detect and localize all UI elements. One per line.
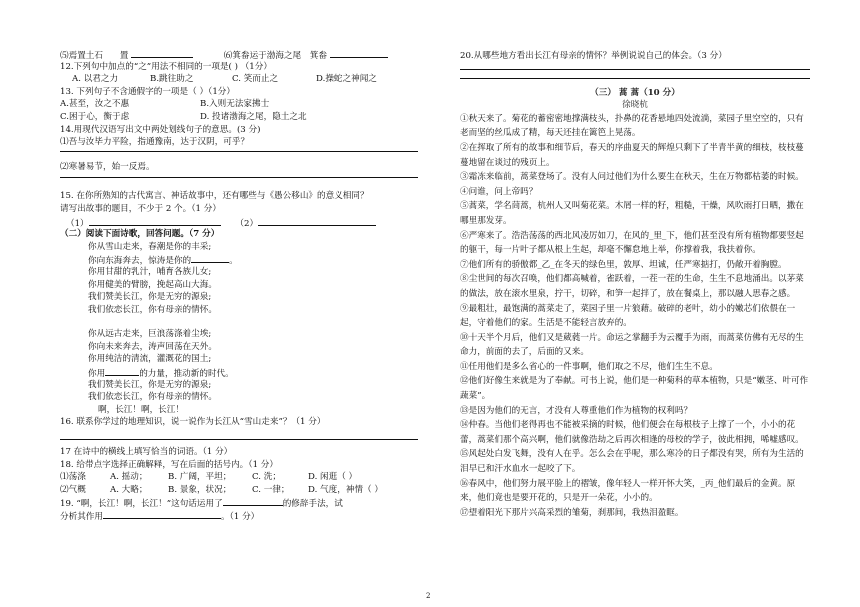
answer-blank[interactable] [89,216,221,226]
left-column [60,48,418,522]
q18-stem: 18. 给带点字选择正确解释，写在后面的括号内。（1 分） [60,459,278,470]
q15-stem: 15. 在你所熟知的古代寓言、神话故事中，还有哪些与《愚公移山》的意义相同？ [60,191,369,202]
paragraph: ⑧尘世间的每次召唤，他们都高喊着，雀跃着，一茬一茬的生命，生生不息地涌出。以茅菜的做法，放在滚水里泉，拧干，切碎，和笋一起拌了，放在餐桌上，那以融人思春之感。 [460,274,804,299]
paragraph: ①秋天来了。菊花的蓄密密地撑满枝头，扑鼻的花香悬地四处流淌，菜园子里空空的，只有老而坚的丝瓜成了精，每天还挂在篱笆上晃荡。 [460,113,804,139]
section-3-title: （三） 蒿 蒿（10 分） [590,87,680,98]
answer-blank[interactable] [223,496,283,506]
answer-blank[interactable] [131,48,193,58]
q12-options: A. 以君之力 B.跳往助之 C. 笑而止之 D.操蛇之神闻之 [72,74,377,85]
paragraph: ⑯春风中，他们努力展平脸上的褶皱，像年轻人一样开怀大笑，_丙_他们最后的金黄。原来，他们竟也是要开花的，只是开一朵花，小小的。 [460,478,796,504]
author: 徐晓杭 [622,100,648,111]
answer-blank[interactable] [103,509,221,519]
paragraph: ⑫他们好像生来就是为了奉献。可书上说，他们是一种菊科的草本植物，只是“嫩茎、叶可作蔬菜”。 [460,376,809,402]
poem-stanza-1: 你从雪山走来，春潮是你的丰采; 你向东海奔去，惊涛是你的 。 你用甘甜的乳汁，哺育各族儿女; 你用健美的臂膀，挽起高山大海。 我们赞美长江，你是无穷的源泉; 我们依恋长江，你有母亲的情怀。 [88,241,238,315]
answer-blank[interactable] [330,48,388,58]
q14-sentence-2: ⑵寒暑易节，始一反焉。 [60,161,155,172]
paragraph: ⑥严寒来了。浩浩荡荡的西北风凌厉如刀，在风的_里_下，他们甚至没有所有植物都要竖起的躯干，每一片叶子都从根上生起，却毫不懈怠地上举，你撑着我，我扶着你。 [460,230,804,256]
paragraph: ⑤蒿菜，学名茼蒿，杭州人又叫菊花菜。木屑一样的籽，粗糙，干燥，风吹雨打日晒，撒在哪里那发芽。 [460,201,804,226]
q20-stem: 20.从哪些地方看出长江有母亲的情怀？举例说说自己的体会。（3 分） [460,51,727,61]
q11-line: ⑸焉置土石 置 ⑹箕畚运于渤海之尾 箕畚 [60,48,418,61]
q15-answers: （1） （2） [60,216,418,229]
answer-line[interactable] [460,78,810,79]
paragraph: ⑨最粗壮，最饱满的蒿菜走了，菜园子里一片狼藉。破碎的老叶，幼小的嫩芯们依偎在一起，守着他们的家。生活是不能轻言放弃的。 [460,303,796,329]
q12-stem: 12.下列句中加点的“之”用法不相同的一项是( ) （1分） [60,61,272,72]
q19-stem-2: 分析其作用 。（1 分） [60,509,418,522]
answer-blank[interactable] [258,216,376,226]
answer-line[interactable] [60,439,418,440]
answer-line[interactable] [60,151,418,152]
paragraph: ⑩十天半个月后，他们又是葳蕤一片。命运之掌翻手为云覆手为雨，而蒿菜仿佛有无尽的生命力，前面的去了，后面的又来。 [460,332,804,358]
q18-row-1: ⑴荡涤 A. 摇动； B. 广阔，平坦； C. 洗； D. 闲逛（ ） [60,472,358,483]
q14-sentence-1: ⑴吾与汝毕力平险，指通豫南，达于汉阴，可乎？ [60,137,250,148]
q13-options-cd: C.困于心，衡于虑 D. 投诸渤海之尾，隐土之北 [60,111,307,122]
paragraph: ⑮风起处白发飞舞，没有人在乎。怎么会在乎呢，那么寒冷的日子都没有哭，所有为生活的泪早已和汗水血水一起咬了下。 [460,449,804,475]
answer-line[interactable] [460,69,810,70]
poem-blank[interactable] [191,253,229,263]
section-2-title: （二）阅读下面诗歌，回答问题。（7 分） [60,229,220,240]
answer-line[interactable] [60,177,418,178]
paragraph: ⑪任用他们是多么省心的一件事啊，他们取之不尽，他们生生不息。 [460,361,718,372]
paragraph: ②在挥取了所有的故事和细节后，春天的序曲夏天的辉煌只剩下了半青半黄的细枝，枝枝蔓蔓地留在谈过的残页上。 [460,142,804,168]
poem-stanza-2: 你从远古走来，巨浪荡涤着尘埃; 你向未来奔去，涛声回荡在天外。 你用纯洁的清流，灌溉花的国土; 你用 的力量，推动新的时代。 我们赞美长江，你是无穷的源泉; 我们依恋长江，你有母亲的情怀。 啊，长江！啊，长江！ [88,329,234,415]
paragraph: ③霜冻来临前，蒿菜登场了。没有人问过他们为什么要生在秋天，生在万物都枯萎的时候。 [460,172,804,183]
paragraph: ⑭仲春。当他们老得再也不能被采摘的时候，他们便会在每根枝子上撑了一个，小小的花蕾，蒿菜们那个高兴啊，他们就像浩劫之后再次相逢的母校的学子，彼此相拥，唏嘘感叹。 [460,420,804,445]
paragraph: ⑰望着阳光下那片兴高采烈的雏菊，刹那间，我热泪盈眶。 [460,507,684,518]
q13-stem: 13. 下列句子不含通假字的一项是（ ）（1分） [60,86,235,97]
q15-stem-2: 请写出故事的题目，不少于 2 个。（1 分） [60,203,221,214]
paragraph: ⑬是因为他们的无言，才没有人尊重他们作为植物的权利吗？ [460,405,693,416]
q16-stem: 16. 联系你学过的地理知识，说一说作为长江从“雪山走来”？（1 分） [60,417,326,428]
page-number: 2 [426,592,431,600]
q14-stem: 14.用现代汉语写出文中两处划线句子的意思。(3 分) [60,124,261,135]
q17-stem: 17 在诗中的横线上填写恰当的词语。（1 分） [60,447,233,458]
q13-options-ab: A.甚至，汝之不惠 B.入则无法家拂士 [60,99,270,110]
right-column [460,50,810,520]
paragraph: ④问谁，问上帝吗？ [460,186,538,197]
q19-stem: 19. “啊，长江！啊，长江！”这句话运用了 的修辞手法，试 [60,496,418,509]
q18-row-2: ⑵气概 A. 大略； B. 景象，状况； C. 一律； D. 气度，神情（ ） [60,484,383,495]
essay-body [460,112,810,521]
poem-blank[interactable] [105,366,139,376]
paragraph: ⑦他们所有的骄傲都_乙_在冬天的绿色里，敦厚、坦诚，任严寒掂打，仍敞开着胸膛。 [460,259,787,270]
